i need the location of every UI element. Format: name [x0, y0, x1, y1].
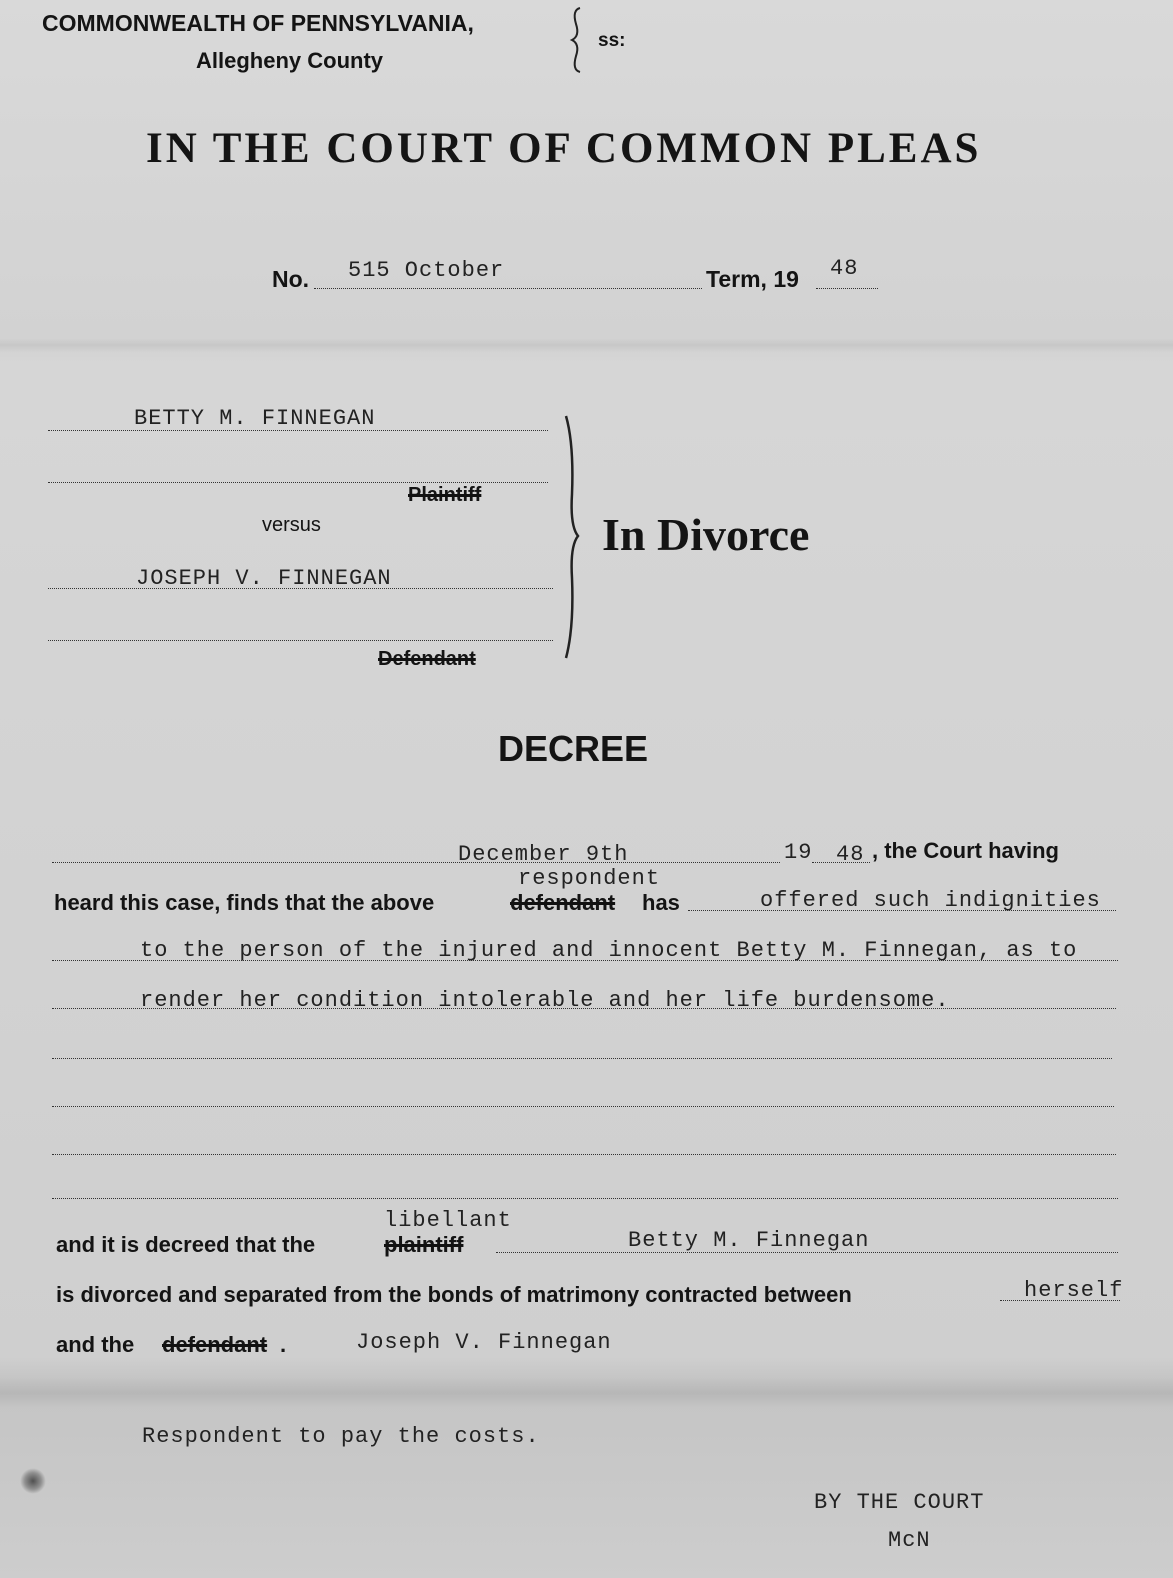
- defendant-name: JOSEPH V. FINNEGAN: [136, 566, 392, 591]
- judge-initials: McN: [888, 1528, 931, 1553]
- struck-defendant: defendant: [510, 890, 616, 915]
- herself: herself: [1024, 1278, 1124, 1303]
- versus: versus: [262, 514, 321, 536]
- action-title: In Divorce: [602, 509, 810, 560]
- paper-fold: [0, 1378, 1173, 1408]
- finding-text-3: render her condition intolerable and her life burdensome.: [140, 988, 950, 1013]
- ss-mark: ss:: [598, 30, 626, 51]
- libellant-name: Betty M. Finnegan: [628, 1228, 870, 1253]
- parties-brace-icon: [560, 414, 584, 660]
- respondent-insert: respondent: [518, 866, 661, 891]
- date-line: [52, 862, 780, 863]
- decreed-prefix: and it is decreed that the: [56, 1232, 316, 1257]
- term-label: Term, 19: [706, 266, 799, 292]
- plaintiff-line-2: [48, 482, 548, 483]
- header-brace-icon: [568, 6, 588, 74]
- finding-text-2: to the person of the injured and innocent Betty M. Finnegan, as to: [140, 938, 1078, 963]
- court-having: , the Court having: [872, 838, 1059, 863]
- and-the: and the: [56, 1332, 135, 1357]
- struck-defendant-2: defendant: [162, 1332, 268, 1357]
- court-title: IN THE COURT OF COMMON PLEAS: [146, 125, 982, 172]
- term-year: 48: [830, 256, 859, 281]
- case-number-line: [314, 288, 702, 289]
- year-prefix: 19: [784, 840, 813, 865]
- divorced-text: is divorced and separated from the bonds of matrimony contracted between: [56, 1282, 852, 1307]
- blank-line: [52, 1058, 1112, 1059]
- paper-fold: [0, 338, 1173, 352]
- has-word: has: [642, 890, 680, 915]
- no-label: No.: [272, 266, 310, 292]
- case-number: 515 October: [348, 258, 505, 283]
- struck-plaintiff: plaintiff: [384, 1232, 464, 1257]
- term-year-line: [816, 288, 878, 289]
- blank-line: [52, 1106, 1114, 1107]
- costs-order: Respondent to pay the costs.: [142, 1424, 540, 1449]
- county: Allegheny County: [196, 48, 384, 73]
- decree-year: 48: [836, 842, 865, 867]
- defendant-label: Defendant: [378, 648, 476, 670]
- blank-line: [52, 1198, 1118, 1199]
- plaintiff-name: BETTY M. FINNEGAN: [134, 406, 376, 431]
- period: .: [280, 1332, 287, 1357]
- decree-title: DECREE: [498, 728, 649, 769]
- defendant-full-name: Joseph V. Finnegan: [356, 1330, 612, 1355]
- by-the-court: BY THE COURT: [814, 1490, 985, 1515]
- heard-prefix: heard this case, finds that the above: [54, 890, 435, 915]
- plaintiff-label: Plaintiff: [408, 484, 482, 506]
- libellant-insert: libellant: [384, 1208, 512, 1233]
- finding-text-1: offered such indignities: [760, 888, 1101, 913]
- blank-line: [52, 1154, 1116, 1155]
- decree-date: December 9th: [458, 842, 629, 867]
- defendant-line-2: [48, 640, 553, 641]
- ink-smudge: [20, 1468, 46, 1494]
- jurisdiction: COMMONWEALTH OF PENNSYLVANIA,: [42, 10, 474, 36]
